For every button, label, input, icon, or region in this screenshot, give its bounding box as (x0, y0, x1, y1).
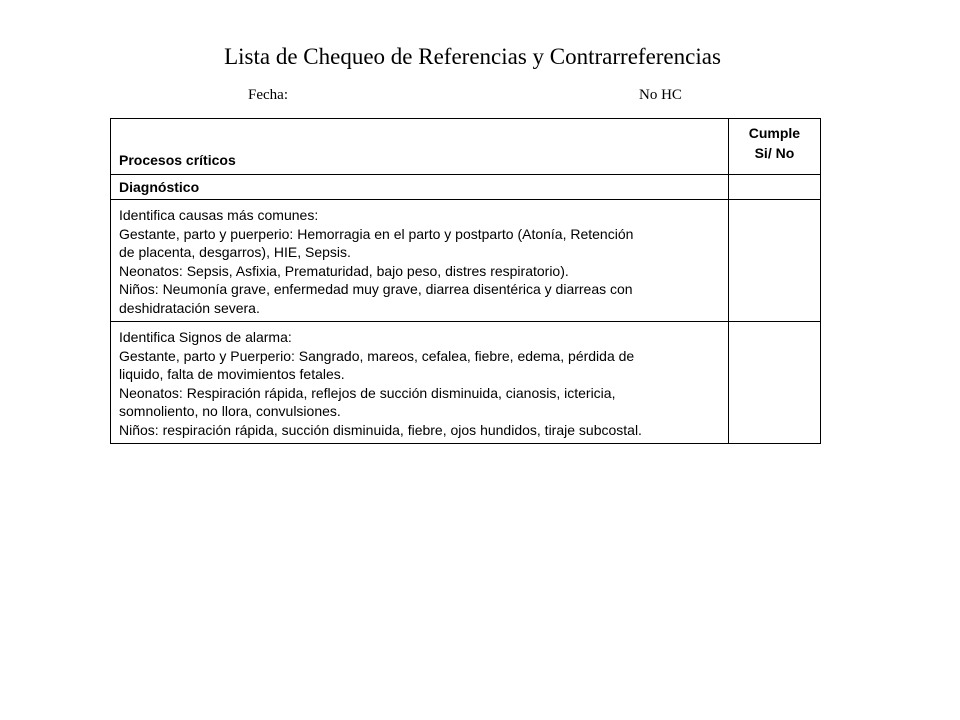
cumple-cell-causas[interactable] (728, 200, 820, 322)
criteria-signos-alarma (111, 322, 729, 444)
header-cumple-line1: Cumple (748, 125, 801, 141)
criteria-line: Gestante, parto y puerperio: Hemorragia en el parto y postparto (Atonía, Retención (119, 225, 634, 242)
criteria-causas-comunes (111, 200, 729, 322)
section-diagnostico: Diagnóstico (111, 175, 729, 200)
section-row (111, 175, 821, 200)
criteria-line: Neonatos: Respiración rápida, reflejos de succión disminuida, cianosis, ictericia, (119, 384, 616, 401)
criteria-line: somnoliento, no llora, convulsiones. (119, 403, 341, 419)
criteria-line: de placenta, desgarros), HIE, Sepsis. (119, 244, 351, 260)
table-row (111, 322, 821, 444)
header-procesos-criticos: Procesos críticos (111, 119, 729, 175)
criteria-line: Niños: respiración rápida, succión disminuida, fiebre, ojos hundidos, tiraje subcostal. (119, 421, 642, 438)
criteria-line: Identifica causas más comunes: (119, 207, 319, 223)
criteria-line: Neonatos: Sepsis, Asfixia, Prematuridad, bajo peso, distres respiratorio). (119, 262, 569, 279)
fecha-label: Fecha: (248, 87, 288, 103)
hc-number-label: No HC (639, 87, 682, 103)
criteria-line: liquido, falta de movimientos fetales. (119, 366, 345, 382)
table-row (111, 200, 821, 322)
header-cumple (728, 119, 820, 175)
section-cumple-cell[interactable] (728, 175, 820, 200)
checklist-table (110, 118, 821, 444)
table-header-row (111, 119, 821, 175)
header-cumple-line2: Si/ No (754, 145, 795, 161)
criteria-line: Identifica Signos de alarma: (119, 329, 292, 345)
cumple-cell-signos[interactable] (728, 322, 820, 444)
criteria-line: Niños: Neumonía grave, enfermedad muy grave, diarrea disentérica y diarreas con (119, 281, 633, 297)
page-title: Lista de Chequeo de Referencias y Contrarreferencias (224, 44, 721, 69)
criteria-line: Gestante, parto y Puerperio: Sangrado, mareos, cefalea, fiebre, edema, pérdida de (119, 347, 635, 364)
criteria-line: deshidratación severa. (119, 299, 260, 316)
